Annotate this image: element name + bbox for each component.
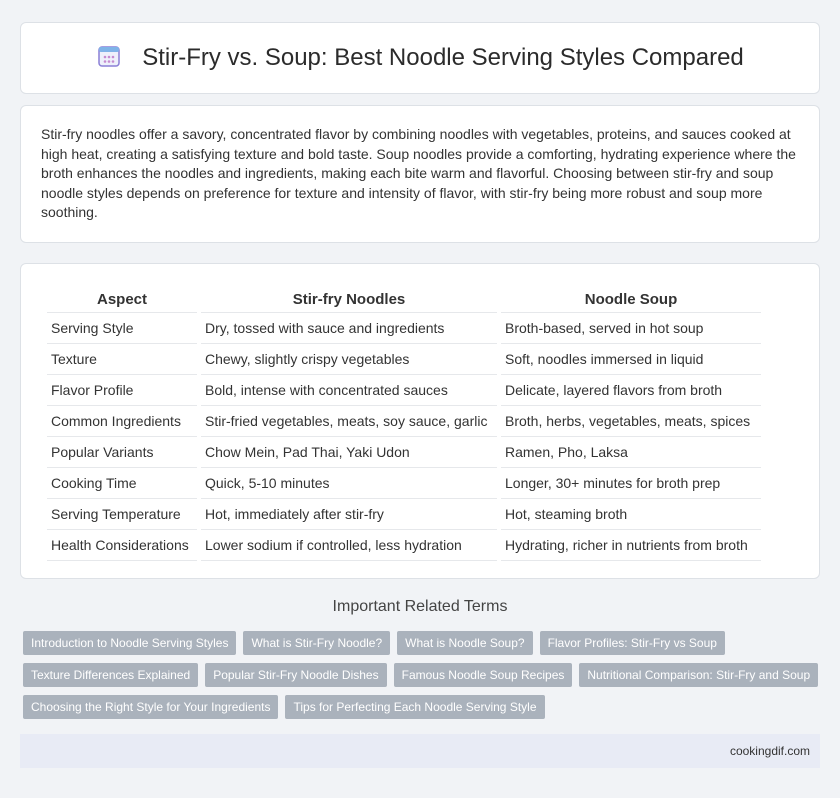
table-row [47, 344, 761, 375]
stir-fry-cell: Quick, 5-10 minutes [201, 468, 497, 499]
stir-fry-cell: Hot, immediately after stir-fry [201, 499, 497, 530]
related-term-tag[interactable]: Introduction to Noodle Serving Styles [23, 631, 236, 655]
table-header-row [47, 286, 761, 313]
stir-fry-cell: Bold, intense with concentrated sauces [201, 375, 497, 406]
aspect-cell: Health Considerations [47, 530, 197, 561]
stir-fry-cell: Chow Mein, Pad Thai, Yaki Udon [201, 437, 497, 468]
header-stir-fry: Stir-fry Noodles [201, 286, 497, 313]
aspect-cell: Cooking Time [47, 468, 197, 499]
soup-cell: Hydrating, richer in nutrients from broth [501, 530, 761, 561]
related-term-tag[interactable]: Tips for Perfecting Each Noodle Serving Style [285, 695, 544, 719]
stir-fry-cell: Chewy, slightly crispy vegetables [201, 344, 497, 375]
soup-cell: Broth, herbs, vegetables, meats, spices [501, 406, 761, 437]
calendar-icon [96, 43, 122, 74]
title-row [21, 23, 819, 93]
related-term-tag[interactable]: Flavor Profiles: Stir-Fry vs Soup [540, 631, 725, 655]
header-card [20, 22, 820, 94]
related-term-tag[interactable]: What is Stir-Fry Noodle? [243, 631, 390, 655]
related-term-tag[interactable]: Popular Stir-Fry Noodle Dishes [205, 663, 386, 687]
aspect-cell: Serving Temperature [47, 499, 197, 530]
table-row [47, 499, 761, 530]
header-noodle-soup: Noodle Soup [501, 286, 761, 313]
header-aspect: Aspect [47, 286, 197, 313]
stir-fry-cell: Stir-fried vegetables, meats, soy sauce, garlic [201, 406, 497, 437]
table-row [47, 406, 761, 437]
comparison-card [20, 263, 820, 579]
soup-cell: Longer, 30+ minutes for broth prep [501, 468, 761, 499]
table-row [47, 468, 761, 499]
aspect-cell: Common Ingredients [47, 406, 197, 437]
soup-cell: Broth-based, served in hot soup [501, 313, 761, 344]
table-row [47, 313, 761, 344]
related-term-tag[interactable]: Choosing the Right Style for Your Ingredients [23, 695, 278, 719]
table-row [47, 375, 761, 406]
comparison-table [43, 286, 765, 561]
soup-cell: Soft, noodles immersed in liquid [501, 344, 761, 375]
soup-cell: Hot, steaming broth [501, 499, 761, 530]
related-term-tag[interactable]: Nutritional Comparison: Stir-Fry and Soup [579, 663, 818, 687]
soup-cell: Delicate, layered flavors from broth [501, 375, 761, 406]
footer [20, 734, 820, 768]
table-row [47, 530, 761, 561]
stir-fry-cell: Dry, tossed with sauce and ingredients [201, 313, 497, 344]
page-title: Stir-Fry vs. Soup: Best Noodle Serving Styles Compared [142, 44, 744, 71]
related-term-tag[interactable]: Texture Differences Explained [23, 663, 198, 687]
footer-site-link[interactable]: cookingdif.com [729, 744, 810, 758]
aspect-cell: Flavor Profile [47, 375, 197, 406]
soup-cell: Ramen, Pho, Laksa [501, 437, 761, 468]
table-row [47, 437, 761, 468]
related-term-tag[interactable]: Famous Noodle Soup Recipes [394, 663, 573, 687]
aspect-cell: Serving Style [47, 313, 197, 344]
stir-fry-cell: Lower sodium if controlled, less hydration [201, 530, 497, 561]
aspect-cell: Texture [47, 344, 197, 375]
aspect-cell: Popular Variants [47, 437, 197, 468]
related-term-tag[interactable]: What is Noodle Soup? [397, 631, 532, 655]
intro-card [20, 105, 820, 243]
related-terms-heading: Important Related Terms [332, 598, 508, 615]
related-terms-list [23, 631, 823, 719]
intro-text: Stir-fry noodles offer a savory, concentrated flavor by combining noodles with vegetables, proteins, and sauces cooked at high heat, creating a satisfying texture and bold taste. Soup noodles provide a comforting, hydrating experience where the broth enhances the noodles and ingredients, making each bite warm and flavorful. Choosing between stir-fry and soup noodle styles depends on preference for texture and intensity of flavor, with stir-fry being more robust and soup more soothing. [41, 126, 796, 220]
